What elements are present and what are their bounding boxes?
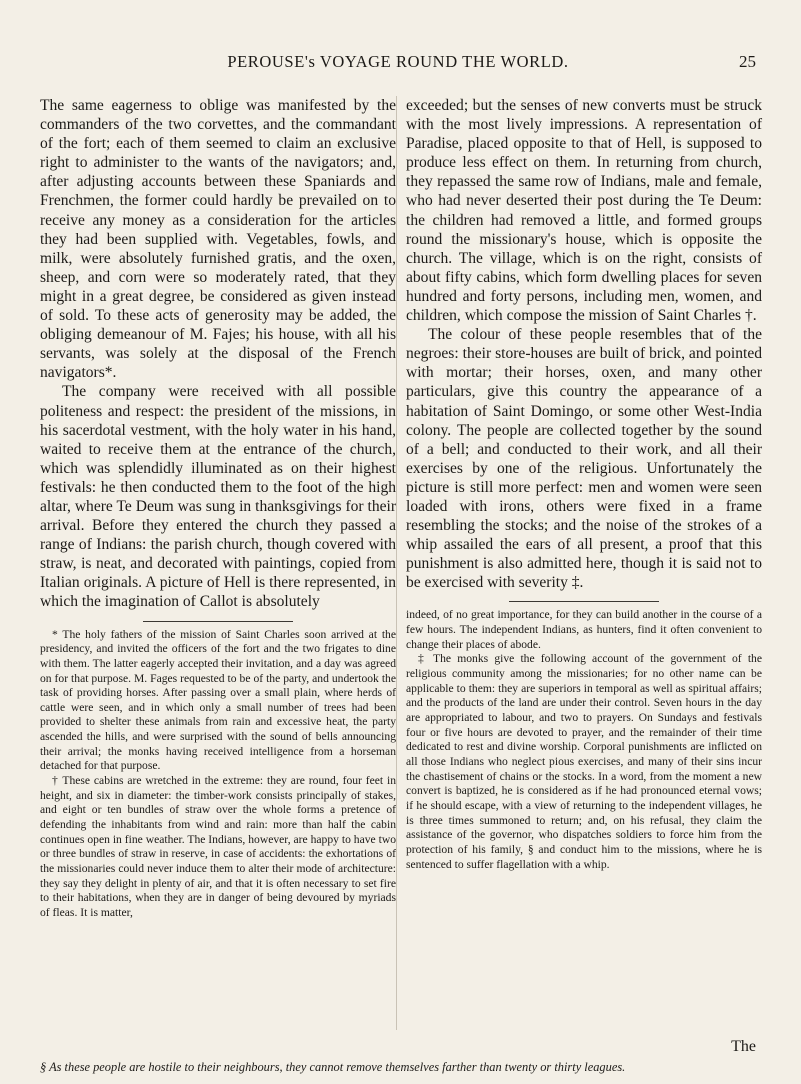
bottom-footnote: § As these people are hostile to their neighbours, they cannot remove themselves farther than twenty or thirty leagues. — [40, 1060, 626, 1074]
right-column — [406, 96, 762, 872]
running-header — [40, 52, 756, 78]
left-main-text — [40, 96, 396, 612]
footnote-separator — [143, 621, 293, 622]
footnote-dagger: † These cabins are wretched in the extreme: they are round, four feet in height, and six in diameter: the timber-work consists principally of stakes, and eight or ten bundles of straw over the whole forms a pretence of defending the inhabitants from wind and rain: more than half the cabin continues open in fine weather. The Indians, however, are happy to have two or three bundles of straw in reserve, in case of accidents: the exhortations of the missionaries could never induce them to alter their mode of architecture: they say they delight in plenty of air, and that it is often necessary to set fire to their habitations, when they are in danger of being devoured by myriads of fleas. It is matter, — [40, 774, 396, 919]
left-footnotes — [40, 628, 396, 921]
footnote-separator — [509, 601, 659, 602]
left-paragraph-2: The company were received with all possible politeness and respect: the president of the missions, in his sacerdotal vestment, with the holy water in his hand, waited to receive them at the entrance of the church, which was splendidly illuminated as on their highest festivals: he then conducted them to the foot of the high altar, where Te Deum was sung in thanksgivings for their arrival. Before they entered the church they passed a range of Indians: the parish church, though covered with straw, is neat, and decorated with paintings, copied from Italian originals. A picture of Hell is there represented, in which the imagination of Callot is absolutely — [40, 383, 396, 611]
footnote-double-dagger: ‡ The monks give the following account of the government of the religious community among the missionaries; for no other name can be applicable to them: they are superiors in temporal as well as spiritual affairs; and the products of the land are under their control. Seven hours in the day are appropriated to labour, and two to prayers. On Sundays and festivals four or five hours are devoted to prayer, and the remainder of their time dedicated to rest and divine worship. Corporal punishments are inflicted on all those Indians who neglect pious exercises, and many of their sins incur the chastisement of chains or the stocks. In a word, from the moment a new convert is baptized, he is considered as if he had pronounced eternal vows; if he should escape, with a view of returning to the independent villages, he is three times summoned to return; and, on his refusal, they claim the assistance of the governor, who dispatches soldiers to force him from the protection of his family, § and conduct him to the missions, where he is sentenced to suffer flagellation with a whip. — [406, 652, 762, 871]
right-paragraph-1: exceeded; but the senses of new converts must be struck with the most lively impressions. A representation of Paradise, placed opposite to that of Hell, is supposed to produce less effect on them. In returning from church, they repassed the same row of Indians, male and female, who had never deserted their post during the Te Deum: the children had removed a little, and formed groups round the missionary's house, which is opposite the church. The village, which is on the right, consists of about fifty cabins, which form dwelling places for seven hundred and forty persons, including men, women, and children, which compose the mission of Saint Charles †. — [406, 97, 762, 325]
footnote-continued: indeed, of no great importance, for they can build another in the course of a few hours. The independent Indians, as hunters, find it often convenient to change their places of abode. — [406, 608, 762, 651]
left-paragraph-1: The same eagerness to oblige was manifested by the commanders of the two corvettes, and the commandant of the fort; each of them seemed to claim an exclusive right to administer to the wants of the navigators; and, after adjusting accounts between these Spaniards and Frenchmen, the former could hardly be prevailed on to receive any money as a consideration for the articles they had been supplied with. Vegetables, fowls, and milk, were absolutely furnished gratis, and the oxen, sheep, and corn were so moderately rated, that they might in a great degree, be considered as given instead of sold. To these acts of generosity may be added, the obliging demeanour of M. Fajes; his house, with all his servants, was solely at the disposal of the French navigators*. — [40, 97, 396, 382]
running-title: PEROUSE's VOYAGE ROUND THE WORLD. — [227, 52, 569, 71]
right-main-text — [406, 96, 762, 592]
footnote-star: * The holy fathers of the mission of Saint Charles soon arrived at the presidency, and invited the officers of the fort and the two frigates to dine with them. The latter eagerly accepted their invitation, and a day was agreed on for that purpose. M. Fages requested to be of the party, and undertook the task of providing horses. After passing over a small plain, where herds of cattle were seen, and in which only a small number of trees had been provided to shelter these animals from rain and excessive heat, the party ascended the hills, and were surprised with the sound of bells announcing their arrival; the monks having received intelligence from a horseman detached for that purpose. — [40, 627, 396, 773]
column-divider — [396, 96, 397, 1030]
right-paragraph-2: The colour of these people resembles that of the negroes: their store-houses are built of brick, and pointed with mortar; their horses, oxen, and many other particulars, give this country the appearance of a habitation of Saint Domingo, or some other West-India colony. The people are collected together by the sound of a bell; and conducted to their work, and all their exercises by one of the religious. Unfortunately the picture is still more perfect: men and women were seen loaded with irons, others were fixed in a frame resembling the stocks; and the noise of the strokes of a whip assailed the ears of all present, a proof that this punishment is also admitted here, though it is said not to be exercised with severity ‡. — [406, 326, 762, 592]
page-number: 25 — [739, 52, 756, 71]
left-column — [40, 96, 396, 921]
right-footnotes — [406, 608, 762, 872]
catchword: The — [731, 1038, 756, 1055]
